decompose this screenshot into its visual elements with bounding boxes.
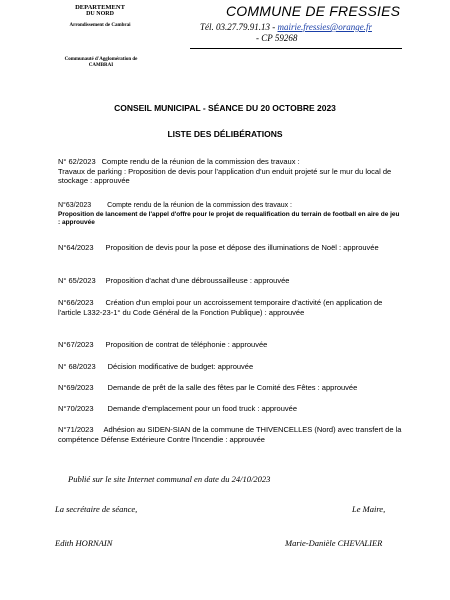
- deliberation-number: N°67/2023: [58, 340, 94, 349]
- communaute-line2: CAMBRAI: [88, 63, 114, 68]
- deliberation-number: N°70/2023: [58, 404, 94, 413]
- mayor-name: Marie-Danièle CHEVALIER: [285, 538, 383, 548]
- deliberation-subtext: Proposition de lancement de l'appel d'offre pour le projet de requalification du terrain de football en aire de jeu : approuvée: [58, 210, 400, 226]
- deliberation-item: [58, 243, 403, 253]
- deliberation-subtext: Travaux de parking : Proposition de devis pour l'application d'un enduit projeté sur le mur du local de stockage : approuvée: [58, 166, 392, 185]
- header-divider: [190, 48, 402, 49]
- deliberation-number: N°64/2023: [58, 243, 94, 252]
- deliberation-text: Proposition de devis pour la pose et dépose des illuminations de Noël : approuvée: [105, 243, 379, 252]
- deliberation-text: Adhésion au SIDEN-SIAN de la commune de THIVENCELLES (Nord) avec transfert de la compétence Défense Extérieure Contre l'Incendie : approuvée: [58, 425, 402, 444]
- deliberation-text: Proposition d'achat d'une débroussailleuse : approuvée: [105, 276, 290, 285]
- department-block: [40, 4, 160, 28]
- arrondissement: Arrondissement de Cambrai: [69, 23, 131, 28]
- deliberation-item: [58, 383, 403, 393]
- deliberation-number: N° 62/2023: [58, 157, 96, 166]
- deliberation-text: Proposition de contrat de téléphonie : approuvée: [105, 340, 268, 349]
- document-title: CONSEIL MUNICIPAL - SÉANCE DU 20 OCTOBRE 2023: [114, 103, 336, 113]
- deliberation-number: N°66/2023: [58, 298, 94, 307]
- email-link[interactable]: mairie.fressies@orange.fr: [277, 22, 372, 32]
- contact-line: [200, 22, 372, 32]
- deliberation-item: [58, 157, 403, 186]
- communaute-block: [46, 57, 156, 69]
- deliberation-item: [58, 276, 403, 286]
- deliberation-item: [58, 404, 403, 414]
- deliberation-text: Compte rendu de la réunion de la commission des travaux :: [107, 202, 292, 209]
- deliberation-number: N° 68/2023: [58, 362, 96, 371]
- postal-code: - CP 59268: [256, 33, 298, 43]
- department-line: DEPARTEMENT: [75, 4, 125, 11]
- deliberation-number: N°63/2023: [58, 202, 92, 209]
- communaute-line1: Communauté d'Agglomération de: [64, 57, 138, 62]
- document-subtitle: LISTE DES DÉLIBÉRATIONS: [167, 129, 283, 139]
- deliberation-text: Création d'un emploi pour un accroissement temporaire d'activité (en application de l'article L332-23-1° du Code Général de la Fonction Publique) : approuvée: [58, 298, 383, 317]
- deliberation-text: Compte rendu de la réunion de la commission des travaux :: [101, 157, 300, 166]
- mayor-label: Le Maire,: [352, 504, 386, 514]
- deliberation-number: N°71/2023: [58, 425, 94, 434]
- publication-notice: Publié sur le site Internet communal en date du 24/10/2023: [68, 474, 271, 484]
- deliberation-text: Demande d'emplacement pour un food truck : approuvée: [107, 404, 297, 413]
- secretary-label: La secrétaire de séance,: [55, 504, 138, 514]
- deliberation-item: [58, 298, 403, 317]
- deliberation-item: [58, 362, 403, 372]
- deliberation-text: Décision modificative de budget: approuvée: [107, 362, 254, 371]
- deliberation-item: [58, 340, 403, 350]
- deliberation-number: N°69/2023: [58, 383, 94, 392]
- deliberation-item: [58, 201, 403, 228]
- telephone: Tél. 03.27.79.91.13 -: [200, 22, 276, 32]
- commune-title: COMMUNE DE FRESSIES: [226, 3, 401, 19]
- deliberation-text: Demande de prêt de la salle des fêtes par le Comité des Fêtes : approuvée: [107, 383, 358, 392]
- deliberation-number: N° 65/2023: [58, 276, 96, 285]
- deliberation-item: [58, 425, 403, 444]
- secretary-name: Edith HORNAIN: [55, 538, 113, 548]
- department-name: DU NORD: [86, 11, 114, 17]
